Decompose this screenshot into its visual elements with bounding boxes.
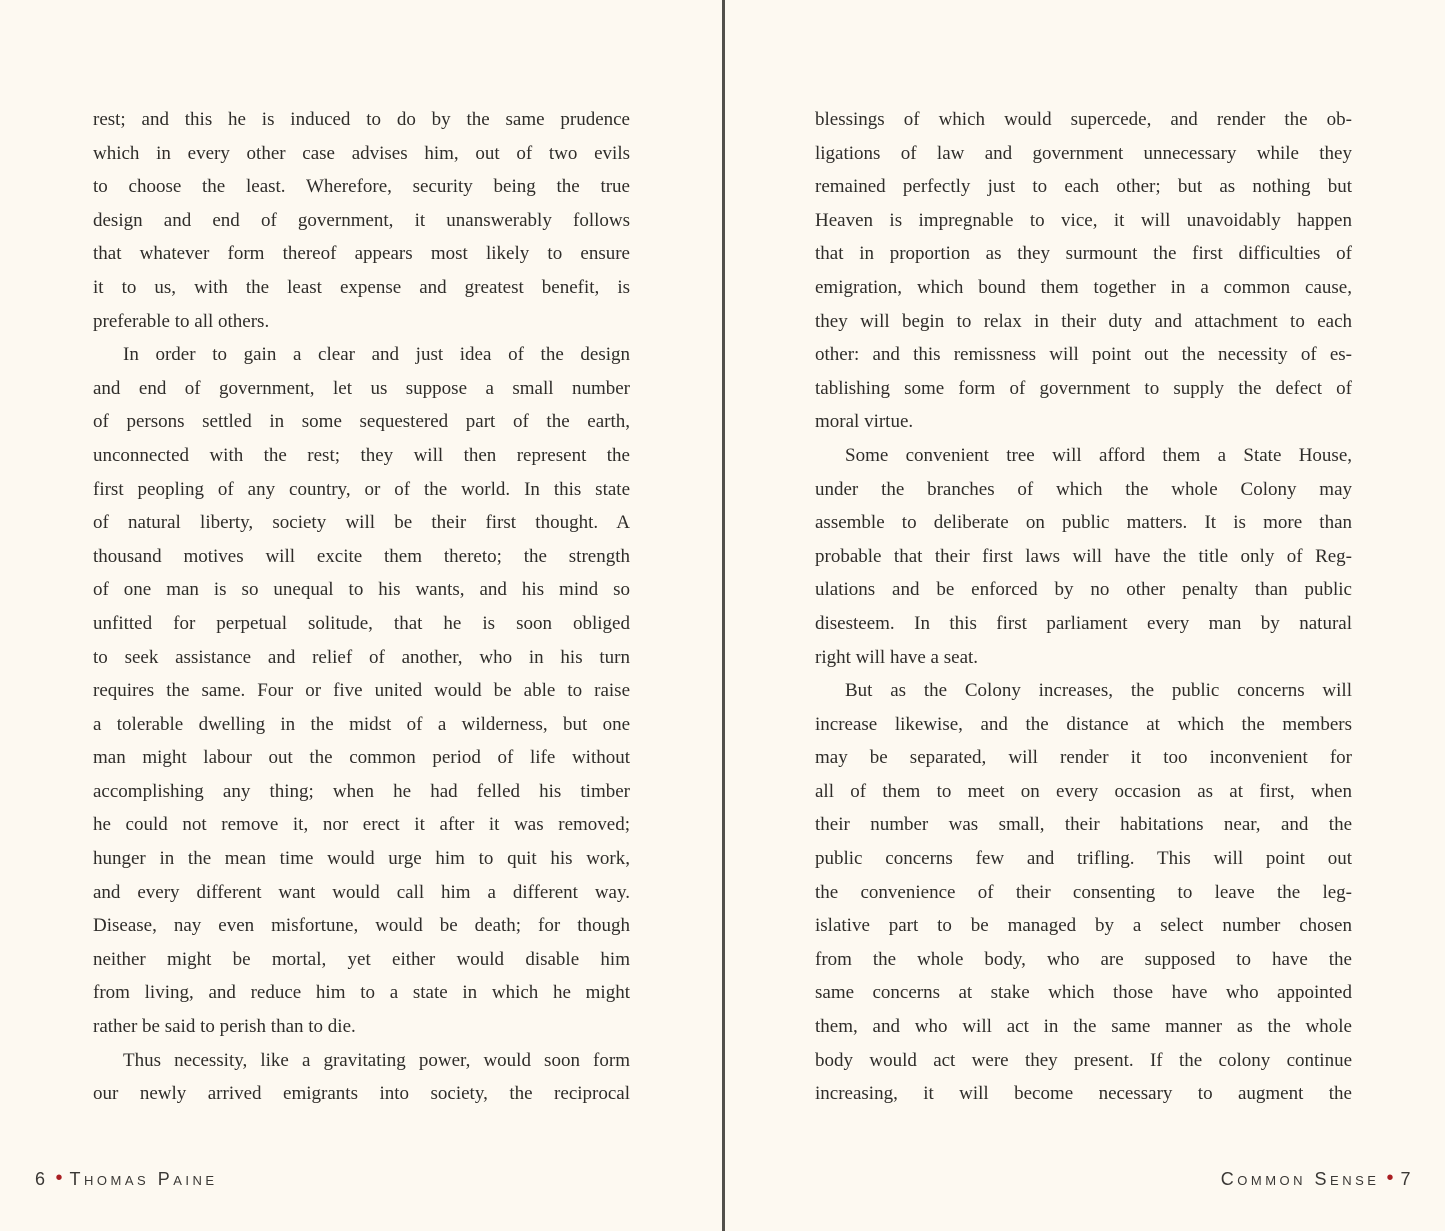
text-line: requires the same. Four or five united would be able to raise	[93, 680, 630, 702]
text-line: our newly arrived emigrants into society, the reciprocal	[93, 1083, 630, 1105]
footer-bullet-icon: •	[55, 1167, 63, 1189]
text-line: But as the Colony increases, the public concerns will	[845, 680, 1352, 702]
text-line: to seek assistance and relief of another, who in his turn	[93, 646, 630, 668]
text-line: first peopling of any country, or of the world. In this state	[93, 478, 630, 500]
text-line: Heaven is impregnable to vice, it will unavoidably happen	[815, 209, 1352, 231]
right-page-text-column	[815, 103, 1352, 1111]
text-line: ligations of law and government unnecessary while they	[815, 142, 1352, 164]
book-author-label: Thomas Paine	[69, 1169, 218, 1189]
text-line: hunger in the mean time would urge him to quit his work,	[93, 848, 630, 870]
text-line: which in every other case advises him, out of two evils	[93, 142, 630, 164]
footer-bullet-icon: •	[1386, 1167, 1394, 1189]
text-line: same concerns at stake which those have who appointed	[815, 982, 1352, 1004]
text-line: unfitted for perpetual solitude, that he is soon obliged	[93, 612, 630, 634]
text-line: man might labour out the common period of life without	[93, 747, 630, 769]
text-line: they will begin to relax in their duty and attachment to each	[815, 310, 1352, 332]
text-line: rest; and this he is induced to do by the same prudence	[93, 109, 630, 130]
text-line: preferable to all others.	[93, 310, 270, 332]
text-line: Some convenient tree will afford them a State House,	[845, 444, 1352, 466]
right-page-number: 7	[1400, 1169, 1414, 1189]
text-line: that in proportion as they surmount the first difficulties of	[815, 243, 1352, 265]
text-line: increasing, it will become necessary to augment the	[815, 1083, 1352, 1105]
text-line: and every different want would call him a different way.	[93, 881, 630, 903]
text-line: assemble to deliberate on public matters. It is more than	[815, 512, 1352, 534]
text-line: tablishing some form of government to supply the defect of	[815, 377, 1352, 399]
text-line: may be separated, will render it too inconvenient for	[815, 747, 1352, 769]
right-page-footer	[1221, 1167, 1414, 1190]
text-line: their number was small, their habitations near, and the	[815, 814, 1352, 836]
text-line: under the branches of which the whole Colony may	[815, 478, 1352, 500]
text-line: Thus necessity, like a gravitating power, would soon form	[123, 1049, 630, 1071]
page-left	[0, 0, 722, 1231]
text-line: islative part to be managed by a select number chosen	[815, 915, 1352, 937]
text-line: from living, and reduce him to a state in which he might	[93, 982, 630, 1004]
text-line: design and end of government, it unanswerably follows	[93, 209, 630, 231]
text-line: of natural liberty, society will be their first thought. A	[93, 512, 630, 534]
text-line: remained perfectly just to each other; but as nothing but	[815, 176, 1352, 198]
text-line: to choose the least. Wherefore, security being the true	[93, 176, 630, 198]
text-line: probable that their first laws will have the title only of Reg-	[815, 545, 1352, 567]
text-line: a tolerable dwelling in the midst of a wilderness, but one	[93, 713, 630, 735]
text-line: of persons settled in some sequestered part of the earth,	[93, 411, 630, 433]
text-line: blessings of which would supercede, and render the ob-	[815, 109, 1352, 130]
text-line: from the whole body, who are supposed to have the	[815, 948, 1352, 970]
page-right	[725, 0, 1445, 1231]
text-line: body would act were they present. If the colony continue	[815, 1049, 1352, 1071]
text-line: of one man is so unequal to his wants, and his mind so	[93, 579, 630, 601]
text-line: and end of government, let us suppose a small number	[93, 377, 630, 399]
text-line: emigration, which bound them together in a common cause,	[815, 276, 1352, 298]
text-line: unconnected with the rest; they will then represent the	[93, 444, 630, 466]
text-line: the convenience of their consenting to leave the leg-	[815, 881, 1352, 903]
left-page-number: 6	[35, 1169, 49, 1189]
text-line: that whatever form thereof appears most likely to ensure	[93, 243, 630, 265]
book-title-label: Common Sense	[1220, 1169, 1380, 1189]
text-line: neither might be mortal, yet either would disable him	[93, 948, 630, 970]
text-line: disesteem. In this first parliament every man by natural	[815, 612, 1352, 634]
text-line: all of them to meet on every occasion as at first, when	[815, 780, 1352, 802]
text-line: rather be said to perish than to die.	[93, 1016, 356, 1038]
text-line: increase likewise, and the distance at which the members	[815, 713, 1352, 735]
text-line: In order to gain a clear and just idea of the design	[123, 344, 630, 366]
text-line: them, and who will act in the same manner as the whole	[815, 1016, 1352, 1038]
left-page-footer	[35, 1167, 218, 1190]
text-line: other: and this remissness will point out the necessity of es-	[815, 344, 1352, 366]
text-line: accomplishing any thing; when he had felled his timber	[93, 780, 630, 802]
text-line: moral virtue.	[815, 411, 914, 433]
text-line: thousand motives will excite them thereto; the strength	[93, 545, 630, 567]
text-line: it to us, with the least expense and greatest benefit, is	[93, 276, 630, 298]
text-line: Disease, nay even misfortune, would be death; for though	[93, 915, 630, 937]
text-line: right will have a seat.	[815, 646, 979, 668]
text-line: ulations and be enforced by no other penalty than public	[815, 579, 1352, 601]
text-line: he could not remove it, nor erect it after it was removed;	[93, 814, 630, 836]
text-line: public concerns few and trifling. This will point out	[815, 848, 1352, 870]
left-page-text-column	[93, 103, 630, 1111]
